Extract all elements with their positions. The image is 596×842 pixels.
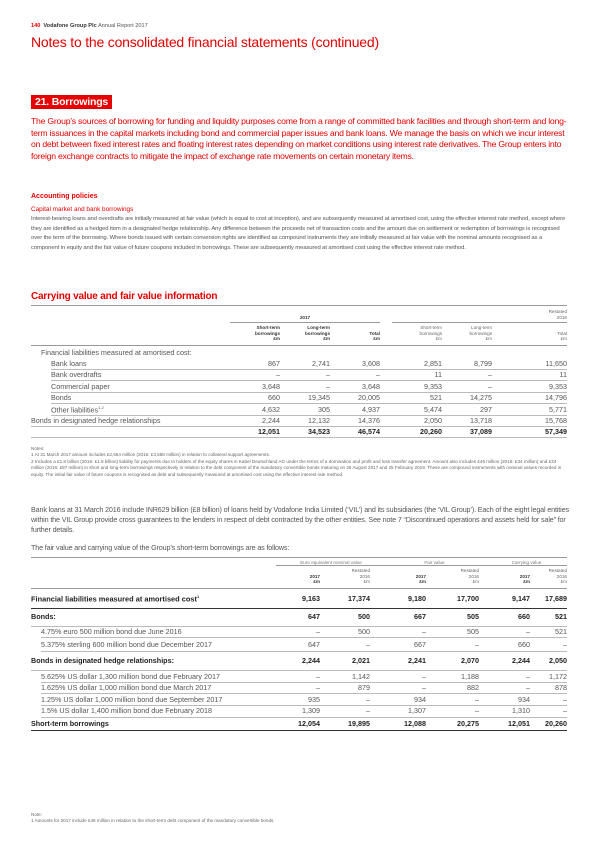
intro-paragraph: The Group’s sources of borrowing for funding and liquidity purposes come from a range of committed bank facilities and through short-term and long-term issuances in the capital markets including bond and commercial paper issues and bank loans. We manage the basis on which we incur interest on debt between fixed interest rates and floating interest rates depending on market conditions using interest rate derivatives. The Group enters into foreign exchange contracts to mitigate the impact of exchange rate movements on certain monetary items. xyxy=(31,116,567,161)
table2-row-value: 935 xyxy=(308,694,320,704)
table1-row-value: 2,741 xyxy=(312,359,330,368)
accounting-policies-heading: Accounting policies xyxy=(31,193,98,200)
table1-restated-label: Restated xyxy=(548,309,567,314)
table1-hedge-row-value: 2,050 xyxy=(424,416,442,425)
table2-row-value: 934 xyxy=(518,694,530,704)
table2-row-value: 9,147 xyxy=(512,594,530,604)
table1-col-header-line: £m xyxy=(560,336,567,342)
table2-note-1: 1 Amounts for 2017 include £46 million in relation to the short-term debt component of the mandatory convertible bonds. xyxy=(31,818,275,824)
table2-col-header-line: Restated xyxy=(351,568,370,573)
table2-row-value: 17,700 xyxy=(457,594,479,604)
table1-hedge-row-label-text: Bonds in designated hedge relationships xyxy=(31,416,161,425)
table2-row-value: 882 xyxy=(467,683,479,693)
table1-row-value: 305 xyxy=(318,404,330,414)
table2-row-label xyxy=(31,612,56,621)
table1-col-header-line: £m xyxy=(273,336,280,342)
table2-row-value: 1,142 xyxy=(352,671,370,681)
table2-row-value: – xyxy=(475,706,479,716)
table1-col-header-line: Short-term xyxy=(420,325,442,330)
table1-col-header xyxy=(442,325,492,342)
table1-row-label-text: Bonds xyxy=(51,393,72,403)
table2-col-header xyxy=(382,568,426,585)
table1-2016-rule xyxy=(392,322,567,323)
table1-row-value: 14,796 xyxy=(545,393,567,403)
table2-row-value: 20,275 xyxy=(457,718,479,728)
table2-col-header-line: 2017 xyxy=(415,573,426,579)
fair-value-intro: The fair value and carrying value of the Group’s short-term borrowings are as follows: xyxy=(31,543,290,552)
table2-row-value: 934 xyxy=(414,694,426,704)
table2-row-value: – xyxy=(563,706,567,716)
table2-row-value: 500 xyxy=(358,612,370,622)
table1-col-header-line: Short-term xyxy=(256,325,280,330)
table1-row-label-text: Bank overdrafts xyxy=(51,370,102,380)
table1-row-value: – xyxy=(376,370,380,380)
table2-row-label-text: Short-term borrowings xyxy=(31,718,109,728)
table1-total-row-value: 12,051 xyxy=(258,427,280,437)
table2-row-label xyxy=(41,627,182,636)
table1-row-value: 5,474 xyxy=(424,404,442,414)
table2-notes xyxy=(31,812,567,825)
table2-row-label xyxy=(31,656,174,665)
table1-row-value: 20,005 xyxy=(358,393,380,403)
table2-col-header xyxy=(276,568,320,585)
table1-col-header xyxy=(230,325,280,342)
table2-row-value: 1,172 xyxy=(549,671,567,681)
table1-row-value: 3,648 xyxy=(262,381,280,391)
table1-row-value: 9,353 xyxy=(549,381,567,391)
table2-row-label xyxy=(41,683,211,692)
table2-row-value: 12,054 xyxy=(298,718,320,728)
table2-row-value: 505 xyxy=(467,627,479,636)
table1-row-value: – xyxy=(326,381,330,391)
table2-group-header: Carrying value xyxy=(486,560,567,566)
table2-col-header-line: 2017 xyxy=(309,573,320,579)
table1-hedge-row-value: 13,718 xyxy=(470,416,492,425)
table1-col-header xyxy=(517,325,567,342)
policy-text: Interest-bearing loans and overdrafts are initially measured at fair value (which is equal to cost at inception), and are subsequently measured at amortised cost, using the effective interest rate method, except where they are identified as a hedged item in a designated hedge relationship. Any difference between the proceeds net of transaction costs and the amount due on settlement or redemption of borrowings is recognised over the term of the borrowing. Where bonds issued with certain conversion rights are identified as compound instruments they are initially measured at fair value with the nominal amounts recognised as a component in equity and the fair value of future coupons included in borrowings. These are subsequently measured at amortised cost using the effective interest rate method. xyxy=(31,216,566,251)
table1-row-label-text: Bank loans xyxy=(51,359,87,368)
table2-row-value: – xyxy=(563,639,567,649)
table2-col-header-line: £m xyxy=(363,579,370,585)
table2-row-value: 2,070 xyxy=(461,656,479,666)
table2-row-value: – xyxy=(366,639,370,649)
table2-col-header-line: £m xyxy=(313,579,320,585)
table2-row-value: 17,689 xyxy=(545,594,567,604)
table2-row-value: – xyxy=(526,627,530,636)
table2-row-label-text: Bonds: xyxy=(31,612,56,622)
table2-row-value: – xyxy=(475,694,479,704)
table2-header-rule xyxy=(31,588,567,589)
table1-col-header-line: £m xyxy=(323,336,330,342)
table1-col-header-line: borrowings xyxy=(254,330,280,336)
table2-row-label xyxy=(41,695,222,704)
table2-col-header-line: 2016 xyxy=(556,573,567,579)
table2-row-label-text: 1.625% US dollar 1,000 million bond due March 2017 xyxy=(41,683,212,693)
table2-row-value: 12,051 xyxy=(508,718,530,728)
table1-total-row-value: 34,523 xyxy=(308,427,330,437)
table1-row-label-text: Other liabilities xyxy=(51,404,99,414)
table2-row-value: 647 xyxy=(308,612,320,622)
table2-row-value: 521 xyxy=(555,612,567,622)
table1-row-value: 8,799 xyxy=(474,359,492,368)
table2-row-value: 660 xyxy=(518,612,530,622)
table2-row-value: 500 xyxy=(358,627,370,636)
table1-col-header-line: Total xyxy=(557,330,567,336)
table2-footnote-ref: 1 xyxy=(196,594,200,600)
table1-row-value: 19,345 xyxy=(308,393,330,403)
section-title: 21. Borrowings xyxy=(31,95,112,109)
table1-year-2017: 2017 xyxy=(299,315,311,320)
table1-col-header-line: borrowings xyxy=(419,330,442,336)
table1-2017-rule xyxy=(230,322,380,323)
table2-row-value: 9,163 xyxy=(302,594,320,604)
table2-row-label xyxy=(31,719,109,728)
capital-market-subheading: Capital market and bank borrowings xyxy=(31,206,134,213)
table1-col-header-line: £m xyxy=(435,336,442,342)
table1-row-value: 5,771 xyxy=(549,404,567,414)
table1-row-label-text: Commercial paper xyxy=(51,381,110,391)
table2-row-value: 647 xyxy=(308,639,320,649)
table2-row-value: – xyxy=(475,639,479,649)
table1-col-header xyxy=(392,325,442,342)
table2-row-value: 12,088 xyxy=(404,718,426,728)
table2-col-header xyxy=(523,568,567,585)
table2-row-label-text: Financial liabilities measured at amortised cost xyxy=(31,594,197,604)
notes-label: Notes: xyxy=(31,446,45,451)
table2-row-label-text: 1.25% US dollar 1,000 million bond due September 2017 xyxy=(41,694,223,704)
table2-col-header-line: 2016 xyxy=(468,573,479,579)
table2-row-value: 1,309 xyxy=(302,706,320,716)
table1-row-label xyxy=(51,393,71,402)
table1-row-label xyxy=(51,405,104,414)
table1-hedge-row-value: 14,376 xyxy=(358,416,380,425)
table2-row-value: 2,241 xyxy=(408,656,426,666)
table2-row-value: 2,021 xyxy=(352,656,370,666)
table2-row-value: 1,310 xyxy=(512,706,530,716)
table2-row-value: – xyxy=(422,627,426,636)
table1-col-header-line: borrowings xyxy=(469,330,492,336)
company-name: Vodafone Group Plc xyxy=(43,23,97,29)
table2-col-header-line: Restated xyxy=(460,568,479,573)
table2-row-value: 879 xyxy=(358,683,370,693)
table1-total-row-value: 46,574 xyxy=(358,427,380,437)
table2-col-header-line: 2016 xyxy=(359,573,370,579)
table1-col-header-line: Total xyxy=(369,330,380,336)
table2-row-value: 505 xyxy=(467,612,479,622)
table2-row-label-text: 4.75% euro 500 million bond due June 2016 xyxy=(41,627,182,636)
table2-row-rule xyxy=(31,730,567,731)
table2-row-value: 1,188 xyxy=(461,671,479,681)
table2-row-rule xyxy=(41,637,567,638)
table1-total-row-value: 57,349 xyxy=(545,427,567,437)
table1-col-header-line: £m xyxy=(485,336,492,342)
table1-hedge-row-value: 2,244 xyxy=(262,416,280,425)
table1-total-row-rule xyxy=(31,437,567,438)
table2-row-value: 667 xyxy=(414,612,426,622)
table2-col-header-line: £m xyxy=(419,579,426,585)
table1-row-footnote-ref: 1,2 xyxy=(98,404,104,410)
table1-row-value: 3,608 xyxy=(362,359,380,368)
table1-year-2016: 2016 xyxy=(556,315,567,320)
table1-row-value: 11 xyxy=(434,370,442,380)
table1-total-row-value: 20,260 xyxy=(420,427,442,437)
table2-row-value: 2,244 xyxy=(512,656,530,666)
table1-row-value: 660 xyxy=(268,393,280,403)
table2-row-rule xyxy=(41,651,567,652)
note-label: Note: xyxy=(31,812,42,817)
table2-col-header-line: Restated xyxy=(548,568,567,573)
table1-row-value: 4,937 xyxy=(362,404,380,414)
table1-row-value: 521 xyxy=(430,393,442,403)
table2-row-label xyxy=(41,672,220,681)
table1-row-value: 2,851 xyxy=(424,359,442,368)
table2-col-header-line: 2017 xyxy=(519,573,530,579)
table2-row-value: – xyxy=(563,694,567,704)
table2-row-value: 19,895 xyxy=(348,718,370,728)
table2-row-value: – xyxy=(366,694,370,704)
table2-row-value: 521 xyxy=(555,627,567,636)
table1-hedge-row-value: 12,132 xyxy=(308,416,330,425)
table1-row-label xyxy=(51,382,110,391)
table2-row-label xyxy=(41,640,212,649)
table2-row-label-text: 5.625% US dollar 1,300 million bond due February 2017 xyxy=(41,671,221,681)
table1-row-value: 9,353 xyxy=(424,381,442,391)
table2-row-value: 878 xyxy=(555,683,567,693)
table2-row-label-text: 5.375% sterling 600 million bond due December 2017 xyxy=(41,639,213,649)
table2-row-value: – xyxy=(366,706,370,716)
table1-row-value: – xyxy=(488,381,492,391)
table1-row-value: 867 xyxy=(268,359,280,368)
table2-row-value: 20,260 xyxy=(545,718,567,728)
table2-group-header: Fair value xyxy=(382,560,487,566)
table2-row-value: 1,307 xyxy=(408,706,426,716)
table1-hedge-row-label xyxy=(31,416,160,425)
table2-col-header xyxy=(326,568,370,585)
table2-col-header-line: £m xyxy=(472,579,479,585)
table1-header-rule xyxy=(31,345,567,346)
table1-col-header xyxy=(280,325,330,342)
note-2: 2 Includes a £1.8 billion (2016: £1.8 billion) liability for payments due to holders of the equity shares in Kabel Deutschland AG under the terms of a domination and profit and loss transfer agreement. Amount also includes £46 million (2016: £34 million) and £34 million (2016: £87 million) in short and long-term borrowings respectively in relation to the debt component of the mandatory convertible bonds maturing on 25 August 2017 and 25 February 2019. These are compound instruments with nominal values recorded in equity. The initial fair value of future coupons is recognised as debt and subsequently measured at amortised cost using the effective interest rate method. xyxy=(31,458,562,477)
table1-row-value: – xyxy=(326,370,330,380)
table2-row-value: 2,050 xyxy=(549,656,567,666)
table2-row-value: 667 xyxy=(414,639,426,649)
table1-hedge-row-value: 15,768 xyxy=(545,416,567,425)
table2-row-label xyxy=(41,706,212,715)
table1-top-rule xyxy=(31,305,567,306)
table2-col-header-line: £m xyxy=(560,579,567,585)
table2-row-value: – xyxy=(526,671,530,681)
table1-col-header xyxy=(330,325,380,342)
table2-row-label-text: 1.5% US dollar 1,400 million bond due February 2018 xyxy=(41,706,213,716)
table2-top-rule xyxy=(31,557,567,558)
table1-heading: Carrying value and fair value information xyxy=(31,291,218,302)
table2-row-label-text: Bonds in designated hedge relationships: xyxy=(31,656,174,666)
table2-row-value: – xyxy=(316,683,320,693)
table1-group-label: Financial liabilities measured at amortised cost: xyxy=(41,348,192,357)
table2-col-header xyxy=(435,568,479,585)
table1-row-value: 3,648 xyxy=(362,381,380,391)
table1-row-label xyxy=(51,370,101,379)
table1-col-header-line: £m xyxy=(373,336,380,342)
table2-row-value: – xyxy=(316,627,320,636)
report-name: Annual Report 2017 xyxy=(97,23,148,29)
bank-loans-paragraph: Bank loans at 31 March 2016 include INR629 billion (£8 billion) of loans held by Vodafone India Limited (‘VIL’) and its subsidiaries (the ‘VIL Group’). Each of the eight legal entities within the VIL Group provide cross guarantees to the lenders in respect of debt contracted by the other entities. See note 7 “Discontinued operations and assets held for sale” for further details. xyxy=(31,505,569,534)
table1-row-value: 14,275 xyxy=(470,393,492,403)
table2-row-value: 660 xyxy=(518,639,530,649)
table1-total-row-value: 37,089 xyxy=(470,427,492,437)
page-title: Notes to the consolidated financial statements (continued) xyxy=(31,34,379,50)
note-1: 1 At 31 March 2017 amount includes £2,654 million (2016: £3,588 million) in relation to collateral support agreements. xyxy=(31,452,271,458)
table1-row-value: – xyxy=(488,370,492,380)
table2-row-label xyxy=(31,594,199,603)
table1-row-value: 297 xyxy=(480,404,492,414)
table1-col-header-line: borrowings xyxy=(304,330,330,336)
table1-row-value: 11,650 xyxy=(545,359,567,368)
table2-row-value: – xyxy=(422,683,426,693)
table2-row-value: – xyxy=(316,671,320,681)
table2-group-header: Euro equivalent nominal value xyxy=(276,560,386,566)
table1-row-value: 4,632 xyxy=(262,404,280,414)
table2-row-value: 2,244 xyxy=(302,656,320,666)
table1-row-label xyxy=(51,359,87,368)
page-header xyxy=(31,23,148,29)
page-number: 140 xyxy=(31,23,41,29)
table1-col-header-line: Long-term xyxy=(471,325,492,330)
table2-row-rule xyxy=(31,608,567,609)
table1-notes xyxy=(31,446,567,478)
table1-row-value: 11 xyxy=(559,370,567,380)
table2-row-value: 9,180 xyxy=(408,594,426,604)
table2-row-rule xyxy=(41,717,567,718)
table2-row-value: – xyxy=(526,683,530,693)
table2-col-header-line: £m xyxy=(523,579,530,585)
table2-row-value: 17,374 xyxy=(348,594,370,604)
table2-row-value: – xyxy=(422,671,426,681)
table1-col-header-line: Long-term xyxy=(307,325,330,330)
table1-row-value: – xyxy=(276,370,280,380)
